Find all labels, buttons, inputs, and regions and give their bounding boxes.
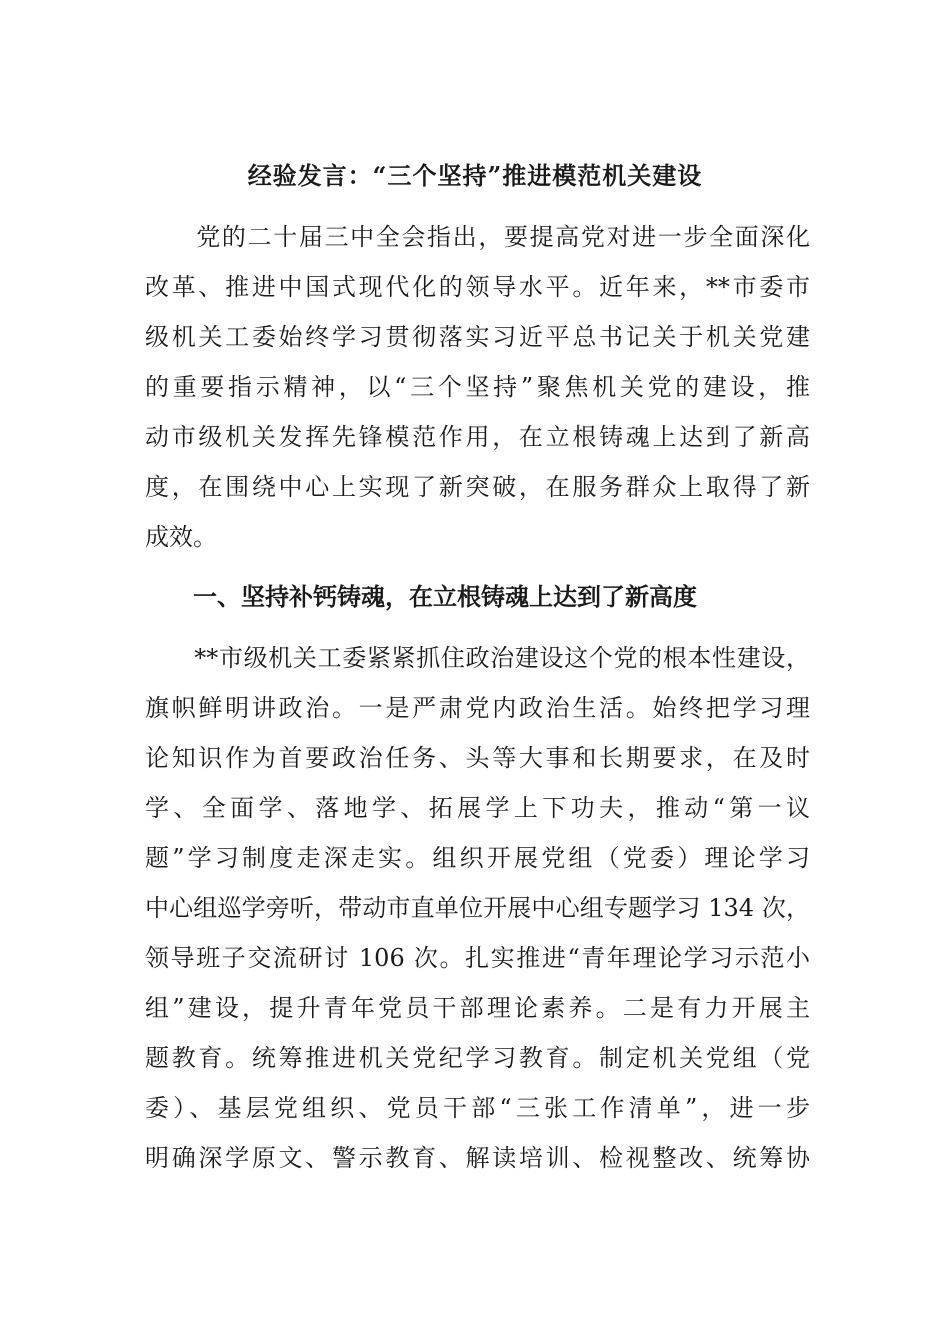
paragraph-line: 题教育。统筹推进机关党纪学习教育。制定机关党组（党 xyxy=(145,1044,810,1072)
paragraph-line: 党的二十届三中全会指出，要提高党对进一步全面深化 xyxy=(145,223,810,251)
paragraph-line: 题”学习制度走深走实。组织开展党组（党委）理论学习 xyxy=(145,844,810,872)
paragraph-line: 学、全面学、落地学、拓展学上下功夫，推动“第一议 xyxy=(145,794,810,822)
paragraph-line: 组”建设，提升青年党员干部理论素养。二是有力开展主 xyxy=(145,994,810,1022)
paragraph-line: 改革、推进中国式现代化的领导水平。近年来，**市委市 xyxy=(145,273,810,301)
paragraph-line: 级机关工委始终学习贯彻落实习近平总书记关于机关党建 xyxy=(145,323,810,351)
paragraph-line: 明确深学原文、警示教育、解读培训、检视整改、统筹协 xyxy=(145,1144,810,1172)
section-heading: 一、坚持补钙铸魂，在立根铸魂上达到了新高度 xyxy=(145,582,697,611)
paragraph-line: 动市级机关发挥先锋模范作用，在立根铸魂上达到了新高 xyxy=(145,423,810,451)
paragraph-line: 中心组巡学旁听，带动市直单位开展中心组专题学习 134 次， xyxy=(145,894,810,922)
paragraph-line: 论知识作为首要政治任务、头等大事和长期要求，在及时 xyxy=(145,744,810,772)
paragraph-line: 委）、基层党组织、党员干部“三张工作清单”，进一步 xyxy=(145,1094,810,1122)
paragraph-line: 度，在围绕中心上实现了新突破，在服务群众上取得了新 xyxy=(145,473,810,501)
paragraph-line: 成效。 xyxy=(145,523,217,551)
paragraph-line: 旗帜鲜明讲政治。一是严肃党内政治生活。始终把学习理 xyxy=(145,694,810,722)
document-title: 经验发言：“三个坚持”推进模范机关建设 xyxy=(247,161,703,190)
paragraph-line: 领导班子交流研讨 106 次。扎实推进“青年理论学习示范小 xyxy=(145,944,810,972)
paragraph-line: **市级机关工委紧紧抓住政治建设这个党的根本性建设， xyxy=(145,644,810,672)
paragraph-line: 的重要指示精神，以“三个坚持”聚焦机关党的建设，推 xyxy=(145,373,810,401)
